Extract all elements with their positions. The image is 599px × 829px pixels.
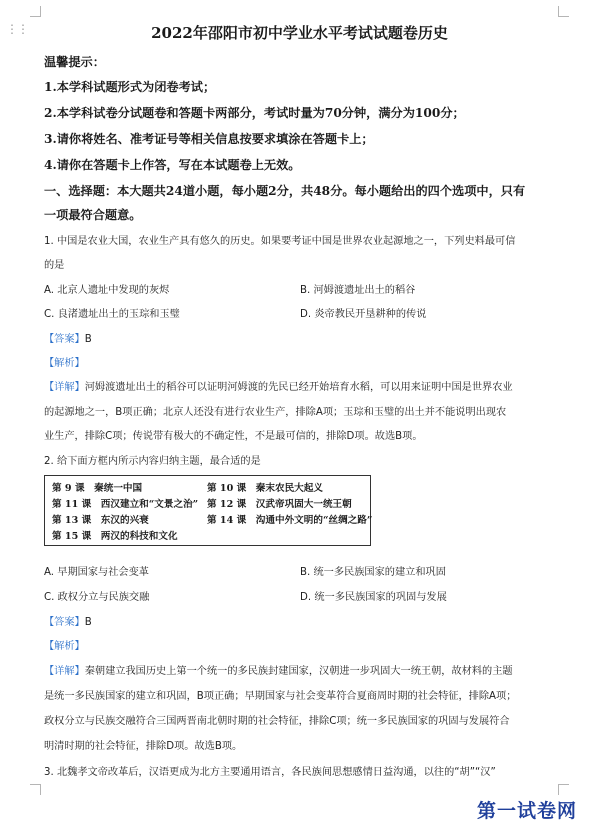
detail-text: 秦朝建立我国历史上第一个统一的多民族封建国家，汉朝进一步巩固大一统王朝，故材料的主题 — [84, 666, 513, 677]
q2-option-b: B. 统一多民族国家的建立和巩固 — [300, 567, 446, 578]
lesson-item: 第 9 课 秦统一中国 — [52, 483, 143, 494]
q1-analysis-tag: 【解析】 — [44, 358, 85, 369]
answer-value: B — [84, 334, 92, 345]
section-heading-cont: 一项最符合题意。 — [44, 208, 142, 222]
notes-heading: 温馨提示： — [44, 55, 105, 69]
page-title: 2022年邵阳市初中学业水平考试试题卷历史 — [151, 24, 448, 42]
note-item: 4.请你在答题卡上作答，写在本试题卷上无效。 — [44, 158, 301, 172]
lesson-table — [44, 475, 371, 546]
q1-answer — [44, 330, 92, 345]
crop-mark-bottom-left — [30, 784, 41, 795]
q2-analysis-tag: 【解析】 — [44, 641, 85, 652]
q2-detail-cont: 政权分立与民族交融符合三国两晋南北朝时期的社会特征，排除C项；统一多民族国家的巩固与发展符合 — [44, 716, 510, 727]
q2-option-a: A. 早期国家与社会变革 — [44, 567, 149, 578]
q1-option-c: C. 良渚遗址出土的玉琮和玉璧 — [44, 309, 180, 320]
detail-tag: 【详解】 — [44, 666, 85, 677]
q3-stem: 3. 北魏孝文帝改革后，汉语更成为北方主要通用语言，各民族间思想感情日益沟通，以往的“胡”“汉” — [44, 767, 496, 778]
crop-mark-bottom-right — [558, 784, 569, 795]
section-heading: 一、选择题：本大题共24道小题，每小题2分，共48分。每小题给出的四个选项中，只有 — [44, 184, 526, 198]
q1-stem-cont: 的是 — [44, 260, 65, 271]
lesson-item: 第 14 课 沟通中外文明的“丝绸之路” — [207, 515, 373, 526]
lesson-item: 第 12 课 汉武帝巩固大一统王朝 — [207, 499, 352, 510]
q1-detail-cont: 的起源地之一，B项正确；北京人还没有进行农业生产，排除A项；玉琮和玉璧的出土并不能说明出现农 — [44, 407, 507, 418]
q1-detail — [44, 378, 513, 393]
q2-option-d: D. 统一多民族国家的巩固与发展 — [300, 592, 447, 603]
answer-value: B — [84, 617, 92, 628]
q1-stem: 1. 中国是农业大国，农业生产具有悠久的历史。如果要考证中国是世界农业起源地之一，下列史料最可信 — [44, 236, 516, 247]
q1-option-b: B. 河姆渡遗址出土的稻谷 — [300, 285, 416, 296]
q2-option-c: C. 政权分立与民族交融 — [44, 592, 150, 603]
crop-mark-top-left — [30, 6, 41, 17]
q2-detail-cont: 是统一多民族国家的建立和巩固，B项正确；早期国家与社会变革符合夏商周时期的社会特征，排除A项； — [44, 691, 517, 702]
answer-tag: 【答案】 — [44, 617, 85, 628]
detail-tag: 【详解】 — [44, 382, 85, 393]
lesson-item: 第 11 课 西汉建立和“文景之治” — [52, 499, 199, 510]
drag-handle-icon[interactable]: ⋮⋮ — [6, 22, 28, 36]
lesson-item: 第 15 课 两汉的科技和文化 — [52, 531, 178, 542]
q1-detail-cont: 业生产，排除C项；传说带有极大的不确定性，不是最可信的，排除D项。故选B项。 — [44, 431, 423, 442]
lesson-item: 第 10 课 秦末农民大起义 — [207, 483, 323, 494]
q1-option-a: A. 北京人遗址中发现的灰烬 — [44, 285, 170, 296]
watermark-brand: 第一试卷网 — [476, 800, 577, 822]
q2-detail-cont: 明清时期的社会特征，排除D项。故选B项。 — [44, 741, 243, 752]
note-item: 3.请你将姓名、准考证号等相关信息按要求填涂在答题卡上； — [44, 132, 374, 146]
note-item: 1.本学科试题形式为闭卷考试； — [44, 80, 216, 94]
detail-text: 河姆渡遗址出土的稻谷可以证明河姆渡的先民已经开始培育水稻，可以用来证明中国是世界农业 — [84, 382, 513, 393]
note-item: 2.本学科试卷分试题卷和答题卡两部分，考试时量为70分钟，满分为100分； — [44, 106, 465, 120]
q2-detail — [44, 662, 513, 677]
q2-answer — [44, 613, 92, 628]
crop-mark-top-right — [558, 6, 569, 17]
q1-option-d: D. 炎帝教民开垦耕种的传说 — [300, 309, 427, 320]
q2-stem: 2. 给下面方框内所示内容归纳主题，最合适的是 — [44, 456, 261, 467]
lesson-item: 第 13 课 东汉的兴衰 — [52, 515, 149, 526]
answer-tag: 【答案】 — [44, 334, 85, 345]
